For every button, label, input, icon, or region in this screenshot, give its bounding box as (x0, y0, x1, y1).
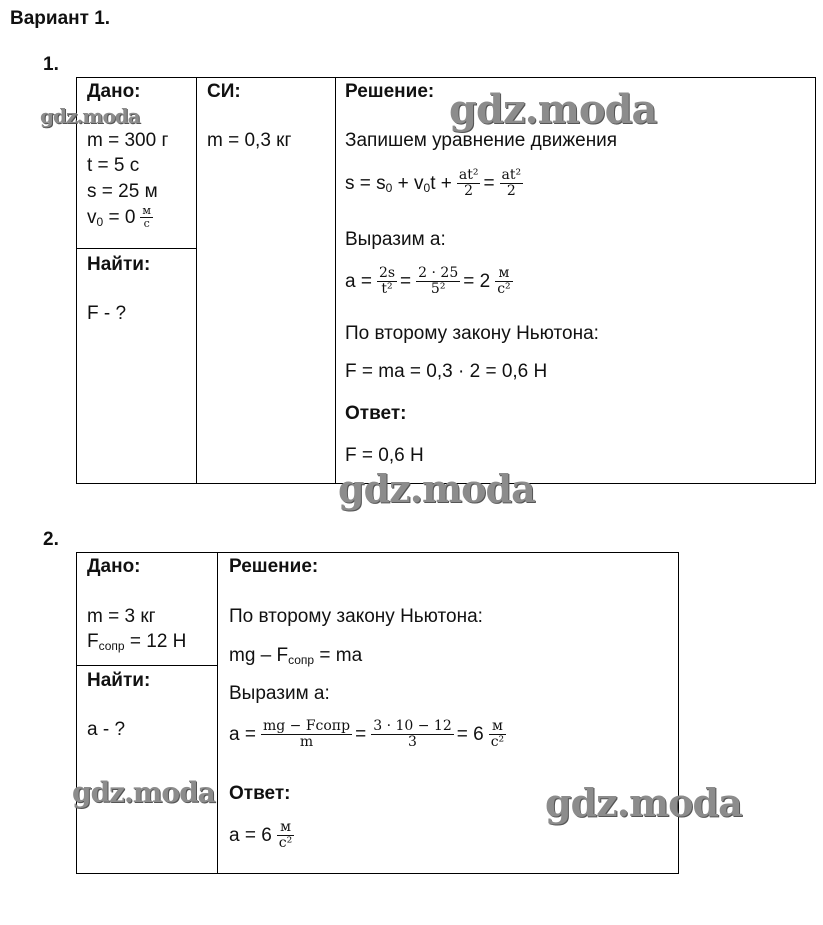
eq2-equals-2: = 2 (463, 270, 491, 292)
task2-equation-accel (229, 719, 509, 750)
eq1-equals: = (483, 172, 495, 194)
task2-step1: По второму закону Ньютона: (229, 606, 483, 627)
t2eq1-sub: сопр (288, 653, 315, 667)
task2-find-header: Найти: (87, 670, 151, 691)
task2-divider-find (76, 665, 217, 666)
page-title: Вариант 1. (10, 8, 111, 29)
task1-answer-header: Ответ: (345, 403, 407, 424)
t2eq1-a: mg – F (229, 645, 289, 666)
eq1-lhs: s = s (345, 172, 386, 194)
task1-given-distance: s = 25 м (87, 181, 158, 202)
task2-given-header: Дано: (87, 556, 141, 577)
task1-equation-motion (345, 168, 526, 199)
t2eq2-f1-den: m (299, 734, 314, 750)
eq1-f2-num: at² (501, 167, 522, 183)
task1-given-header: Дано: (87, 81, 141, 102)
t2eq2-equals-2: = 6 (456, 723, 484, 745)
watermark-2: gdz.moda (449, 86, 657, 133)
force-subscript: сопр (98, 639, 125, 653)
force-value: = 12 Н (129, 631, 187, 652)
task2-step2: Выразим а: (229, 683, 330, 704)
task2-number: 2. (43, 529, 59, 550)
t2eq2-unit-num: м (489, 719, 506, 735)
t2-answer-lhs: a = 6 (229, 824, 272, 846)
t2eq2-f2-den: 3 (408, 734, 417, 750)
task1-divider-1 (196, 77, 197, 484)
v0-unit (140, 205, 153, 230)
t2eq2-unit (489, 719, 506, 750)
task1-step3: По второму закону Ньютона: (345, 323, 599, 344)
eq2-f2-den: 5² (430, 281, 446, 297)
eq2-f2-num: 2 · 25 (418, 265, 459, 281)
task2-solution-header: Решение: (229, 556, 319, 577)
task1-given-time: t = 5 с (87, 155, 140, 176)
eq1-v0-sub: 0 (423, 180, 431, 195)
task2-given-force (87, 631, 186, 657)
t2-answer-unit (277, 820, 294, 851)
force-label: F (87, 631, 99, 652)
task2-equation-newton (229, 645, 362, 671)
t2eq2-unit-den: с² (490, 734, 505, 750)
eq2-fraction-1 (377, 266, 397, 297)
eq1-s0-sub: 0 (385, 180, 393, 195)
task2-divider-1 (217, 552, 218, 874)
v0-subscript: 0 (96, 214, 104, 229)
task2-find: a - ? (87, 719, 126, 740)
eq1-plus: + v (397, 172, 424, 194)
eq2-unit (495, 266, 512, 297)
task1-equation-force: F = ma = 0,3 · 2 = 0,6 Н (345, 361, 548, 382)
eq1-fraction-2 (500, 168, 524, 199)
task2-table (76, 552, 679, 874)
eq1-f1-den: 2 (464, 183, 474, 199)
t2eq2-fraction-1 (261, 719, 352, 750)
t2eq2-fraction-2 (371, 719, 454, 750)
v0-label: v (87, 206, 97, 228)
task1-given-mass: m = 300 г (87, 130, 169, 151)
t2eq2-f1-num: mg − Fсопр (262, 718, 351, 734)
eq2-fraction-2 (416, 266, 460, 297)
eq2-f1-num: 2s (378, 265, 396, 281)
task1-equation-accel (345, 266, 516, 297)
t2eq2-equals-1: = (355, 723, 367, 745)
task1-number: 1. (43, 54, 59, 75)
eq2-f1-den: t² (381, 281, 393, 297)
v0-value: = 0 (108, 206, 136, 228)
task1-answer: F = 0,6 Н (345, 445, 424, 466)
watermark-1: gdz.moda (40, 104, 140, 128)
v0-unit-num: м (142, 204, 151, 217)
task2-answer-header: Ответ: (229, 783, 291, 804)
eq2-lhs: a = (345, 270, 372, 292)
t2-answer-unit-den: с² (278, 835, 293, 851)
eq2-unit-num: м (495, 266, 512, 282)
watermark-4: gdz.moda (72, 776, 215, 809)
task1-si-value: m = 0,3 кг (207, 130, 292, 151)
t2eq2-f2-num: 3 · 10 − 12 (373, 718, 452, 734)
task1-divider-2 (335, 77, 336, 484)
t2-answer-unit-num: м (277, 820, 294, 836)
task1-given-velocity (87, 205, 156, 230)
eq1-fraction-1 (457, 168, 481, 199)
task1-solution-header: Решение: (345, 81, 435, 102)
eq2-unit-den: с² (497, 281, 511, 297)
eq1-t-plus: t + (430, 172, 452, 194)
watermark-3: gdz.moda (338, 466, 535, 511)
task1-find: F - ? (87, 303, 127, 324)
t2eq1-b: = ma (319, 645, 363, 666)
task2-given-mass: m = 3 кг (87, 606, 156, 627)
eq2-equals-1: = (400, 270, 412, 292)
eq1-f1-num: at² (458, 167, 479, 183)
watermark-5: gdz.moda (545, 780, 742, 825)
eq1-f2-den: 2 (506, 183, 516, 199)
task1-divider-find (76, 248, 196, 249)
task1-step2: Выразим а: (345, 229, 446, 250)
task1-find-header: Найти: (87, 254, 151, 275)
t2eq2-lhs: a = (229, 723, 256, 745)
task2-answer (229, 820, 297, 851)
task1-step1: Запишем уравнение движения (345, 130, 618, 151)
v0-unit-den: с (143, 217, 150, 230)
task1-si-header: СИ: (207, 81, 241, 102)
